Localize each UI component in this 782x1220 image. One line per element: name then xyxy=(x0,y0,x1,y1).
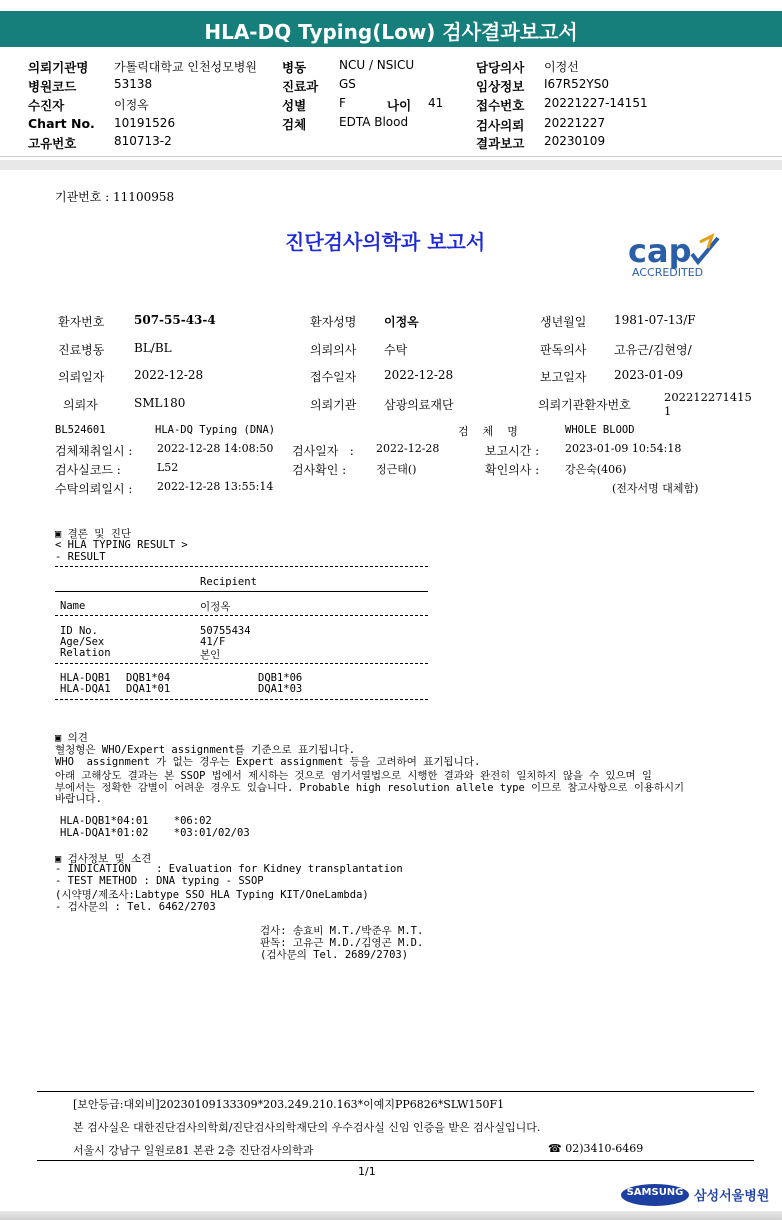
patient-value: 507-55-43-4 xyxy=(134,313,216,327)
dqb1-allele-2: DQB1*06 xyxy=(258,672,303,684)
header-label: 병원코드 xyxy=(28,79,77,94)
svg-text:ACCREDITED: ACCREDITED xyxy=(632,266,704,279)
test-label: 검체채취일시 : xyxy=(55,444,133,458)
test-value: 2022-12-28 14:08:50 xyxy=(157,442,274,455)
opinion-line: WHO assignment 가 없는 경우는 Expert assignment 등을 고려하여 표기됩니다. xyxy=(55,756,481,768)
signature-line: (검사문의 Tel. 2689/2703) xyxy=(260,949,409,961)
opinion-line: 혈청형은 WHO/Expert assignment를 기준으로 표기됩니다. xyxy=(55,744,356,756)
test-value: L52 xyxy=(157,461,179,474)
patient-value: 1981-07-13/F xyxy=(614,313,696,327)
specimen-label: 검 체 명 xyxy=(458,425,518,438)
opinion-line: 부에서는 정확한 감별이 어려운 경우도 있습니다. Probable high resolution allele type 이므로 참고사항으로 이용하시기 xyxy=(55,782,685,794)
info-line: - INDICATION : Evaluation for Kidney transplantation xyxy=(55,863,403,875)
patient-label: 의뢰일자 xyxy=(58,370,105,384)
dqb1-allele-1: DQB1*04 xyxy=(126,672,171,684)
security-line: [보안등급:대외비]20230109133309*203.249.210.163*이예지PP6826*SLW150F1 xyxy=(73,1098,505,1111)
patient-label: 환자번호 xyxy=(58,315,105,329)
header-value: 이정옥 xyxy=(114,98,149,112)
patient-label: 의뢰의사 xyxy=(310,343,357,357)
header-value: 810713-2 xyxy=(114,134,172,148)
header-label: Chart No. xyxy=(28,116,95,131)
table-divider xyxy=(55,566,428,567)
recipient-header: Recipient xyxy=(200,576,257,588)
info-line: - TEST METHOD : DNA typing - SSOP xyxy=(55,875,264,887)
footer-divider xyxy=(37,1091,754,1092)
header-divider xyxy=(0,156,782,157)
header-value: I67R52YS0 xyxy=(544,77,609,91)
dqa1-label: HLA-DQA1 xyxy=(60,683,111,695)
patient-value: BL/BL xyxy=(134,341,172,355)
samsung-logo xyxy=(620,1182,770,1208)
patient-value: SML180 xyxy=(134,396,186,410)
test-value: 2022-12-28 13:55:14 xyxy=(157,480,274,493)
header-label: 결과보고 xyxy=(476,136,525,151)
test-label: 수탁의뢰일시 : xyxy=(55,482,133,496)
test-label: 검사실코드 : xyxy=(55,463,121,477)
header-value: 10191526 xyxy=(114,116,176,130)
cap-logo-icon xyxy=(626,232,730,280)
address-line: 서울시 강남구 일원로81 본관 2층 진단검사의학과 xyxy=(73,1144,314,1157)
test-code: BL524601 xyxy=(55,424,106,436)
patient-value-cont: 1 xyxy=(664,404,672,418)
patient-label: 진료병동 xyxy=(58,343,105,357)
header-value: 20221227-14151 xyxy=(544,96,648,110)
relation-value: 본인 xyxy=(200,649,221,661)
test-label: 보고시간 : xyxy=(485,444,540,458)
agesex-label: Age/Sex xyxy=(60,636,105,648)
highres-line: HLA-DQA1*01:02 *03:01/02/03 xyxy=(60,827,250,839)
patient-value: 202212271415 xyxy=(664,390,752,404)
opinion-line: 아래 고해상도 결과는 본 SSOP 법에서 제시하는 것으로 염기서열법으로 시행한 결과와 완전히 일치하지 않을 수 있으며 일 xyxy=(55,770,652,782)
header-value: NCU / NSICU xyxy=(339,58,415,72)
header-value: GS xyxy=(339,77,356,91)
id-value: 50755434 xyxy=(200,625,251,637)
cap-logo xyxy=(626,232,730,280)
samsung-text: SAMSUNG xyxy=(626,1187,684,1198)
header-label: 검체 xyxy=(282,117,307,132)
header-label: 임상정보 xyxy=(476,79,525,94)
id-label: ID No. xyxy=(60,625,98,637)
header-value: EDTA Blood xyxy=(339,115,409,129)
report-heading: 진단검사의학과 보고서 xyxy=(285,230,486,254)
header-label: 고유번호 xyxy=(28,136,77,151)
table-divider xyxy=(55,663,428,664)
dqa1-allele-2: DQA1*03 xyxy=(258,683,303,695)
patient-label: 의뢰자 xyxy=(63,398,98,412)
opinion-line: 바랍니다. xyxy=(55,793,102,805)
info-heading: ▣ 검사정보 및 소견 xyxy=(55,853,152,865)
test-value: 2023-01-09 10:54:18 xyxy=(565,442,682,455)
header-label: 접수번호 xyxy=(476,98,525,113)
table-divider xyxy=(55,699,428,700)
patient-value: 고유근/김현영/ xyxy=(614,343,692,357)
signature-line: 검사: 송효비 M.T./박준우 M.T. xyxy=(260,925,424,937)
header-label: 수진자 xyxy=(28,98,65,113)
footer-divider xyxy=(37,1160,754,1161)
test-value: 정근태() xyxy=(376,463,417,476)
patient-label: 접수일자 xyxy=(310,370,357,384)
svg-text:cap: cap xyxy=(628,232,692,270)
name-value: 이정옥 xyxy=(200,601,231,613)
patient-value: 이정옥 xyxy=(384,315,419,329)
table-divider xyxy=(55,591,428,592)
report-title: HLA-DQ Typing(Low) 검사결과보고서 xyxy=(204,20,578,44)
patient-label: 보고일자 xyxy=(540,370,587,384)
age-label: 나이 xyxy=(387,98,412,113)
table-divider xyxy=(55,615,428,616)
test-name: HLA-DQ Typing (DNA) xyxy=(155,424,276,436)
info-line: (시약명/제조사:Labtype SSO HLA Typing KIT/OneLambda) xyxy=(55,889,369,901)
patient-label: 의뢰기관환자번호 xyxy=(538,398,631,412)
patient-label: 생년월일 xyxy=(540,315,587,329)
certification-line: 본 검사실은 대한진단검사의학회/진단검사의학재단의 우수검사실 신임 인증을 받은 검사실입니다. xyxy=(73,1121,541,1134)
hospital-name: 삼성서울병원 xyxy=(694,1189,770,1204)
header-label: 의뢰기관명 xyxy=(28,60,89,75)
header-label: 성별 xyxy=(282,98,307,113)
name-label: Name xyxy=(60,600,86,612)
e-signature-note: (전자서명 대체함) xyxy=(612,482,699,495)
header-shadow xyxy=(0,160,782,170)
signature-line: 판독: 고유근 M.D./김영곤 M.D. xyxy=(260,937,424,949)
header-value: 가톨릭대학교 인천성모병원 xyxy=(114,60,257,74)
highres-line: HLA-DQB1*04:01 *06:02 xyxy=(60,815,212,827)
header-value: F xyxy=(339,96,346,110)
patient-label: 판독의사 xyxy=(540,343,587,357)
header-label: 병동 xyxy=(282,60,307,75)
relation-label: Relation xyxy=(60,647,111,659)
header-label: 검사의뢰 xyxy=(476,118,525,133)
header-value: 53138 xyxy=(114,77,153,91)
report-title-bar xyxy=(0,11,782,47)
dqb1-label: HLA-DQB1 xyxy=(60,672,111,684)
agesex-value: 41/F xyxy=(200,636,226,648)
patient-value: 2022-12-28 xyxy=(134,368,204,382)
age-value: 41 xyxy=(428,96,444,110)
patient-value: 2023-01-09 xyxy=(614,368,684,382)
patient-label: 환자성명 xyxy=(310,315,357,329)
test-label: 검사확인 : xyxy=(292,463,347,477)
patient-value: 수탁 xyxy=(384,343,408,357)
org-number: 기관번호 : 11100958 xyxy=(55,190,175,204)
dqa1-allele-1: DQA1*01 xyxy=(126,683,171,695)
info-line: - 검사문의 : Tel. 6462/2703 xyxy=(55,901,216,913)
patient-value: 2022-12-28 xyxy=(384,368,454,382)
page-number: 1/1 xyxy=(358,1165,376,1178)
specimen-value: WHOLE BLOOD xyxy=(565,424,635,436)
patient-value: 삼광의료재단 xyxy=(384,398,454,412)
page-bottom-shadow xyxy=(0,1211,782,1220)
header-label: 담당의사 xyxy=(476,60,525,75)
header-value: 20230109 xyxy=(544,134,606,148)
header-value: 이정선 xyxy=(544,60,579,74)
result-label: - RESULT xyxy=(55,551,106,563)
test-label: 검사일자 : xyxy=(292,444,354,458)
phone-line: ☎ 02)3410-6469 xyxy=(548,1142,644,1155)
test-value: 2022-12-28 xyxy=(376,442,440,455)
test-label: 확인의사 : xyxy=(485,463,540,477)
opinion-heading: ▣ 의견 xyxy=(55,732,88,744)
header-value: 20221227 xyxy=(544,116,606,130)
result-subheading: < HLA TYPING RESULT > xyxy=(55,539,188,551)
patient-label: 의뢰기관 xyxy=(310,398,357,412)
header-label: 진료과 xyxy=(282,79,319,94)
result-heading: ▣ 결론 및 진단 xyxy=(55,528,132,540)
test-value: 강은숙(406) xyxy=(565,463,627,476)
